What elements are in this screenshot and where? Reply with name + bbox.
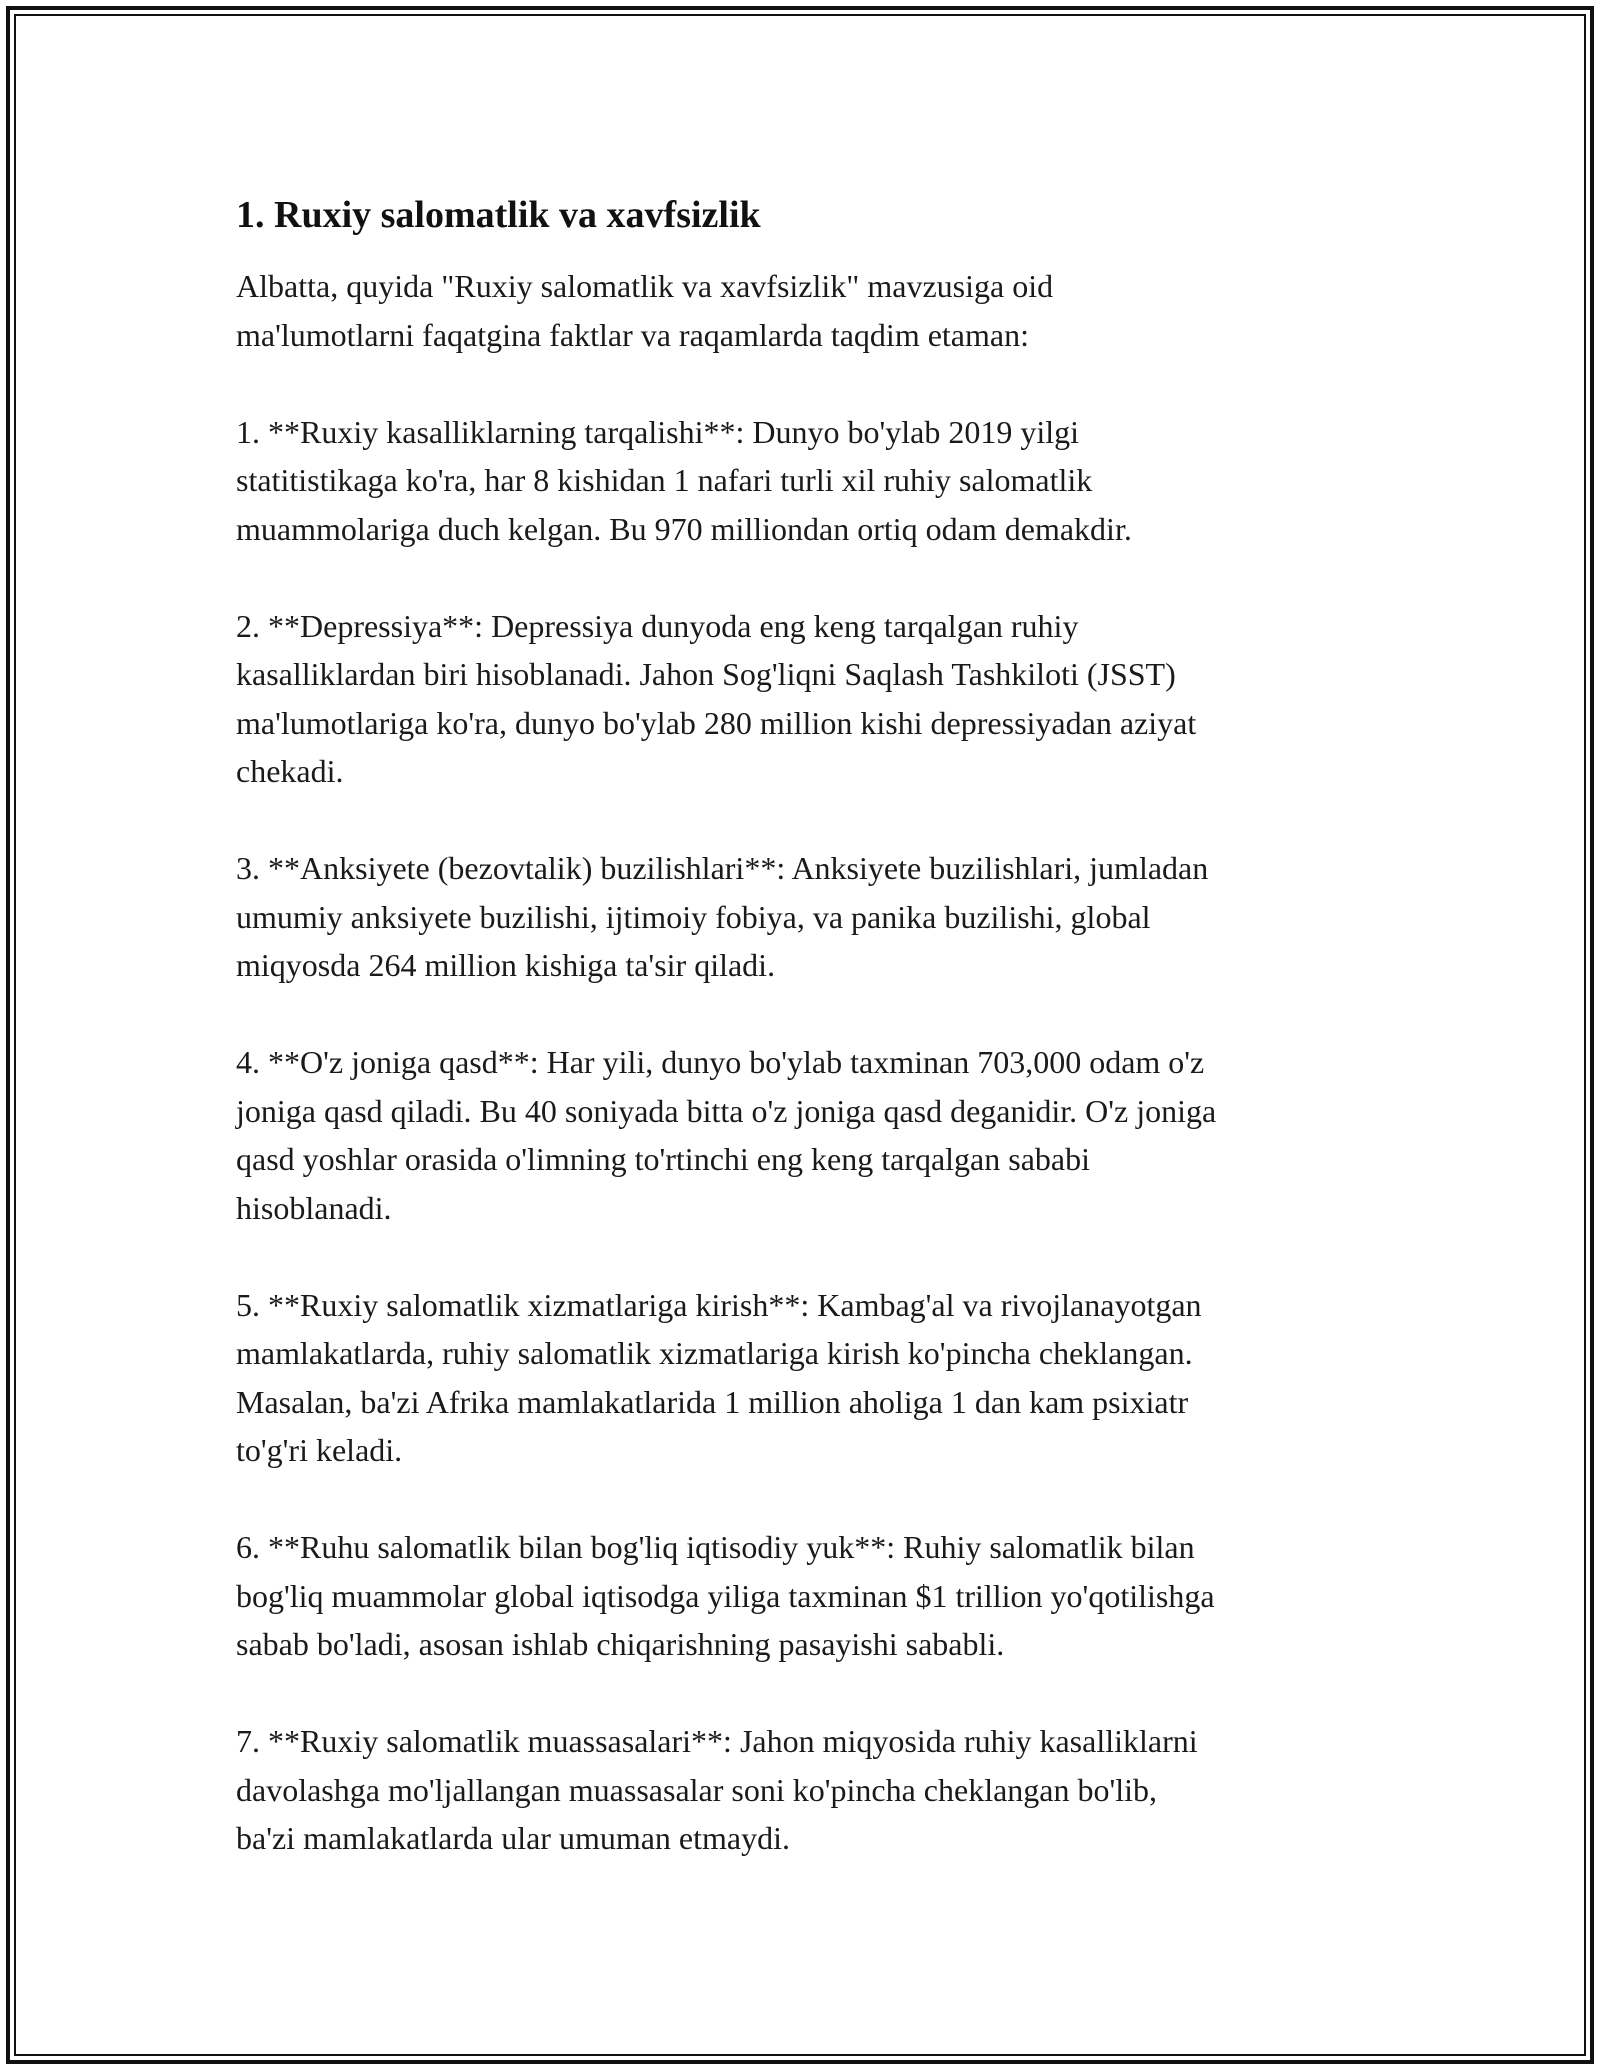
fact-item-3: [236, 844, 1376, 990]
text-line: miqyosda 264 million kishiga ta'sir qiladi.: [236, 947, 776, 983]
text-line: ma'lumotlariga ko'ra, dunyo bo'ylab 280 million kishi depressiyadan aziyat: [236, 704, 1197, 741]
text-line: 2. **Depressiya**: Depressiya dunyoda eng keng tarqalgan ruhiy: [236, 607, 1079, 644]
text-line: Masalan, ba'zi Afrika mamlakatlarida 1 million aholiga 1 dan kam psixiatr: [236, 1383, 1189, 1420]
text-line: 7. **Ruxiy salomatlik muassasalari**: Jahon miqyosida ruhiy kasalliklarni: [236, 1723, 1198, 1759]
text-line: Albatta, quyida "Ruxiy salomatlik va xavfsizlik" mavzusiga oid: [236, 268, 1054, 304]
fact-item-7: [236, 1717, 1376, 1863]
text-line: to'g'ri keladi.: [236, 1432, 403, 1468]
fact-item-6: [236, 1523, 1376, 1669]
document-body: [236, 190, 1376, 1863]
text-line: 6. **Ruhu salomatlik bilan bog'liq iqtisodiy yuk**: Ruhiy salomatlik bilan: [236, 1529, 1195, 1565]
text-line: 1. **Ruxiy kasalliklarning tarqalishi**: Dunyo bo'ylab 2019 yilgi: [236, 413, 1080, 450]
text-line: hisoblanadi.: [236, 1189, 392, 1226]
text-line: mamlakatlarda, ruhiy salomatlik xizmatlariga kirish ko'pincha cheklangan.: [236, 1335, 1193, 1371]
text-line: davolashga mo'ljallangan muassasalar soni ko'pincha cheklangan bo'lib,: [236, 1771, 1158, 1808]
text-line: umumiy anksiyete buzilishi, ijtimoiy fobiya, va panika buzilishi, global: [236, 898, 1151, 935]
text-line: kasalliklardan biri hisoblanadi. Jahon Sog'liqni Saqlash Tashkiloti (JSST): [236, 656, 1176, 692]
text-line: joniga qasd qiladi. Bu 40 soniyada bitta o'z joniga qasd deganidir. O'z joniga: [236, 1092, 1217, 1129]
intro-paragraph: [236, 262, 1376, 359]
fact-item-5: [236, 1281, 1376, 1475]
text-line: sabab bo'ladi, asosan ishlab chiqarishning pasayishi sababli.: [236, 1626, 1005, 1662]
text-line: 3. **Anksiyete (bezovtalik) buzilishlari**: Anksiyete buzilishlari, jumladan: [236, 850, 1209, 886]
text-line: 5. **Ruxiy salomatlik xizmatlariga kirish**: Kambag'al va rivojlanayotgan: [236, 1286, 1202, 1323]
fact-item-1: [236, 408, 1376, 554]
text-line: statitistikaga ko'ra, har 8 kishidan 1 nafari turli xil ruhiy salomatlik: [236, 462, 1093, 498]
text-line: chekadi.: [236, 753, 344, 789]
text-line: ma'lumotlarni faqatgina faktlar va raqamlarda taqdim etaman:: [236, 316, 1029, 353]
text-line: muammolariga duch kelgan. Bu 970 milliondan ortiq odam demakdir.: [236, 510, 1132, 547]
text-line: bog'liq muammolar global iqtisodga yiliga taxminan $1 trillion yo'qotilishga: [236, 1577, 1215, 1614]
fact-item-4: [236, 1038, 1376, 1232]
document-title: 1. Ruxiy salomatlik va xavfsizlik: [236, 194, 761, 236]
text-line: qasd yoshlar orasida o'limning to'rtinchi eng keng tarqalgan sababi: [236, 1141, 1090, 1177]
text-line: 4. **O'z joniga qasd**: Har yili, dunyo bo'ylab taxminan 703,000 odam o'z: [236, 1044, 1205, 1080]
fact-item-2: [236, 602, 1376, 796]
text-line: ba'zi mamlakatlarda ular umuman etmaydi.: [236, 1820, 790, 1856]
